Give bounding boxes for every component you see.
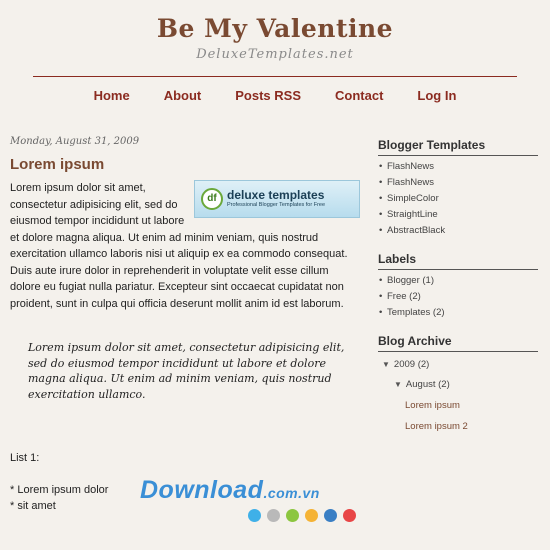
nav-login[interactable]: Log In [417, 88, 457, 103]
label-link[interactable] [378, 275, 538, 286]
nav-home[interactable]: Home [93, 88, 130, 103]
label-link-label: Blogger (1) [387, 275, 434, 286]
widget-blogger-templates [378, 138, 538, 236]
watermark-dot [286, 509, 299, 522]
expand-triangle-icon[interactable]: ▼ [382, 360, 390, 369]
label-link-label: Free (2) [387, 291, 421, 302]
template-link[interactable] [378, 225, 538, 236]
archive-month-count: (2) [438, 379, 450, 390]
nav-posts-rss[interactable]: Posts RSS [235, 88, 302, 103]
post-body [10, 180, 362, 312]
download-watermark [140, 476, 320, 505]
expand-triangle-icon[interactable]: ▼ [394, 380, 402, 389]
template-link-label: FlashNews [387, 161, 434, 172]
bullet-icon: • [379, 291, 383, 302]
watermark-dots [248, 509, 356, 522]
archive-month[interactable] [378, 379, 538, 390]
widget-blog-archive [378, 334, 538, 432]
list-item: * sit amet [10, 500, 56, 512]
bullet-icon: • [379, 193, 383, 204]
watermark-dot [343, 509, 356, 522]
bullet-icon: • [379, 225, 383, 236]
logo-name: deluxe templates [227, 188, 325, 202]
list-title: List 1: [10, 452, 40, 464]
sidebar [378, 138, 538, 448]
label-link[interactable] [378, 307, 538, 318]
deluxe-templates-logo[interactable] [194, 180, 360, 218]
nav-about[interactable]: About [163, 88, 202, 103]
logo-text [227, 189, 325, 209]
archive-year-label: 2009 [393, 359, 416, 370]
archive-post-link[interactable]: Lorem ipsum [405, 400, 460, 411]
blog-header [0, 0, 550, 77]
template-link[interactable] [378, 161, 538, 172]
archive-year-count: (2) [417, 359, 430, 370]
label-link[interactable] [378, 291, 538, 302]
bullet-icon: • [379, 161, 383, 172]
site-title[interactable]: Be My Valentine [156, 14, 394, 43]
post-body-text: Lorem ipsum dolor sit amet, consectetur adipisicing elit, sed do eiusmod tempor incididunt ut labore et dolore magna aliqua. Ut enim ad minim veniam, quis nostrud exercitation ullamco laboris nisi ut aliquip ex ea commodo consequat. Duis aute irure dolor in reprehenderit in voluptate velit esse cillum dolore eu fugiat nulla pariatur. Excepteur sint occaecat cupidatat non proident, sunt in culpa qui officia deserunt mollit anim id est laborum. [10, 182, 348, 310]
watermark-dot [248, 509, 261, 522]
site-subtitle: DeluxeTemplates.net [196, 47, 354, 62]
post-column [10, 136, 362, 512]
post-date: Monday, August 31, 2009 [10, 136, 140, 147]
nav-contact[interactable]: Contact [335, 88, 384, 103]
header-divider [33, 76, 517, 77]
watermark-brand: Download [140, 476, 264, 504]
widget-labels [378, 252, 538, 318]
template-link-label: FlashNews [387, 177, 434, 188]
template-link[interactable] [378, 177, 538, 188]
bullet-icon: • [379, 307, 383, 318]
logo-tagline: Professional Blogger Templates for Free [227, 202, 326, 208]
bullet-icon: • [379, 275, 383, 286]
template-link[interactable] [378, 209, 538, 220]
template-link-label: SimpleColor [387, 193, 439, 204]
widget-title: Blog Archive [378, 334, 538, 352]
widget-title: Labels [378, 252, 538, 270]
watermark-dot [324, 509, 337, 522]
archive-year[interactable] [378, 359, 538, 370]
main-nav [0, 88, 550, 103]
template-link[interactable] [378, 193, 538, 204]
df-logo-icon: df [201, 188, 223, 210]
watermark-dot [305, 509, 318, 522]
watermark-suffix: .com.vn [263, 485, 320, 501]
post-title[interactable]: Lorem ipsum [10, 156, 105, 173]
list-item: * Lorem ipsum dolor [10, 484, 109, 496]
template-link-label: StraightLine [387, 209, 438, 220]
archive-month-label: August [405, 379, 436, 390]
post-blockquote: Lorem ipsum dolor sit amet, consectetur adipisicing elit, sed do eiusmod tempor incididunt ut labore et dolore magna aliqua. Ut enim ad minim veniam, quis nostrud exercitation ullamco. [28, 341, 345, 401]
label-link-label: Templates (2) [387, 307, 445, 318]
bullet-icon: • [379, 177, 383, 188]
watermark-dot [267, 509, 280, 522]
bullet-icon: • [379, 209, 383, 220]
widget-title: Blogger Templates [378, 138, 538, 156]
archive-post-link[interactable]: Lorem ipsum 2 [405, 421, 468, 432]
template-link-label: AbstractBlack [387, 225, 446, 236]
